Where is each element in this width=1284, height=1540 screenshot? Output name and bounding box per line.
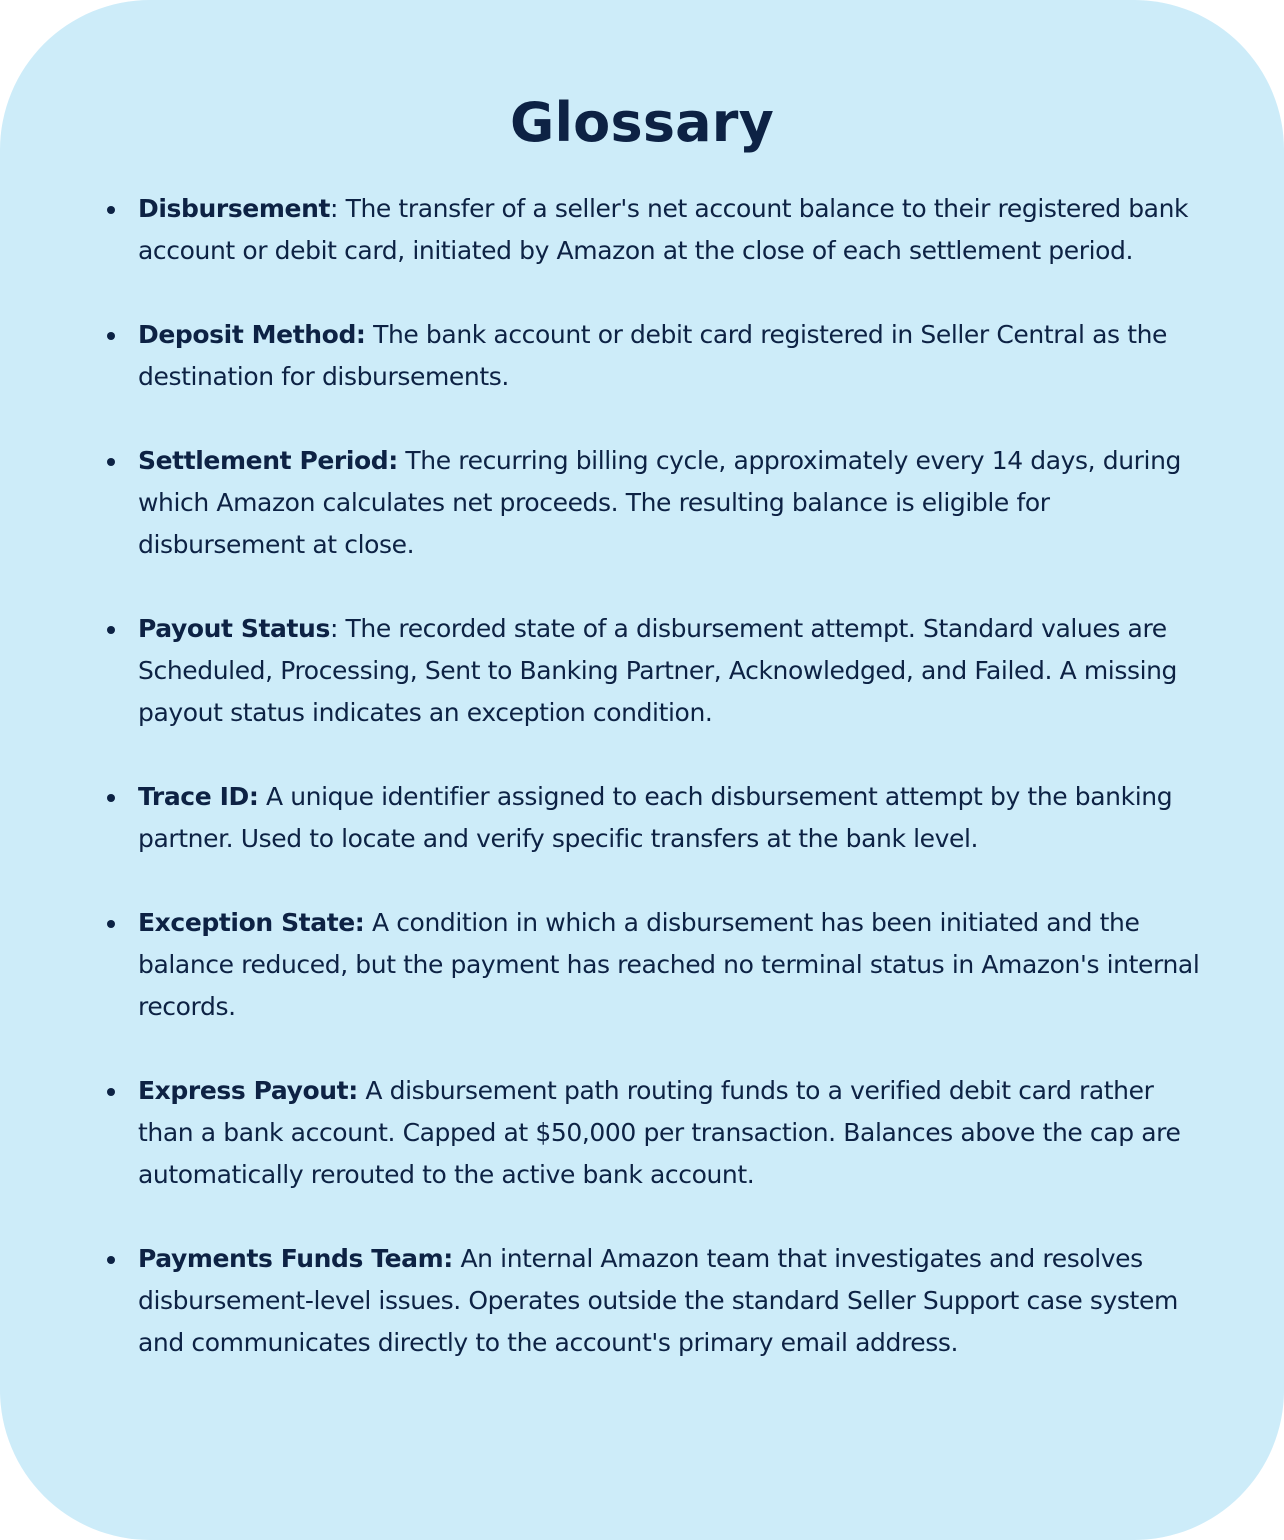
bullet-icon — [107, 332, 115, 340]
bullet-icon — [107, 1088, 115, 1096]
glossary-definition: A unique identifier assigned to each disbursement attempt by the banking partner. Used to locate and verify specific transfers at the bank level. — [138, 782, 1173, 853]
glossary-definition: A disbursement path routing funds to a verified debit card rather than a bank account. Capped at $50,000 per transaction. Balances above the cap are automatically rerouted to the active bank account. — [138, 1076, 1181, 1189]
bullet-icon — [107, 1256, 115, 1264]
bullet-icon — [107, 206, 115, 214]
glossary-definition: An internal Amazon team that investigates and resolves disbursement-level issues. Operates outside the standard Seller Support case system and communicates directly to the account's primary email address. — [138, 1244, 1178, 1357]
glossary-term: Payout Status — [138, 614, 330, 643]
glossary-term: Trace ID: — [138, 782, 259, 811]
glossary-definition: A condition in which a disbursement has been initiated and the balance reduced, but the payment has reached no terminal status in Amazon's internal records. — [138, 908, 1200, 1021]
glossary-term: Settlement Period: — [138, 446, 398, 475]
glossary-term: Exception State: — [138, 908, 365, 937]
glossary-term: Deposit Method: — [138, 320, 366, 349]
bullet-icon — [107, 458, 115, 466]
glossary-item-payout-status — [138, 608, 1203, 734]
glossary-term: Payments Funds Team: — [138, 1244, 453, 1273]
glossary-definition: The bank account or debit card registered in Seller Central as the destination for disbursements. — [138, 320, 1168, 391]
glossary-definition: The transfer of a seller's net account balance to their registered bank account or debit card, initiated by Amazon at the close of each settlement period. — [138, 194, 1189, 265]
term-separator: : — [329, 614, 338, 643]
glossary-item-payments-funds-team — [138, 1238, 1203, 1364]
bullet-icon — [107, 920, 115, 928]
glossary-term: Disbursement — [138, 194, 331, 223]
glossary-item-express-payout — [138, 1070, 1203, 1196]
bullet-icon — [107, 794, 115, 802]
page-title: Glossary — [509, 91, 775, 154]
glossary-item-disbursement — [138, 188, 1203, 272]
glossary-item-trace-id — [138, 776, 1203, 860]
glossary-definition: The recorded state of a disbursement attempt. Standard values are Scheduled, Processing, Sent to Banking Partner, Acknowledged, and Failed. A missing payout status indicates an exception condition. — [138, 614, 1178, 727]
glossary-item-deposit-method — [138, 314, 1203, 398]
term-separator: : — [330, 194, 339, 223]
glossary-item-settlement-period — [138, 440, 1203, 566]
glossary-list — [138, 188, 1203, 1406]
glossary-term: Express Payout: — [138, 1076, 358, 1105]
glossary-definition: The recurring billing cycle, approximately every 14 days, during which Amazon calculates net proceeds. The resulting balance is eligible for disbursement at close. — [138, 446, 1182, 559]
glossary-item-exception-state — [138, 902, 1203, 1028]
bullet-icon — [107, 626, 115, 634]
